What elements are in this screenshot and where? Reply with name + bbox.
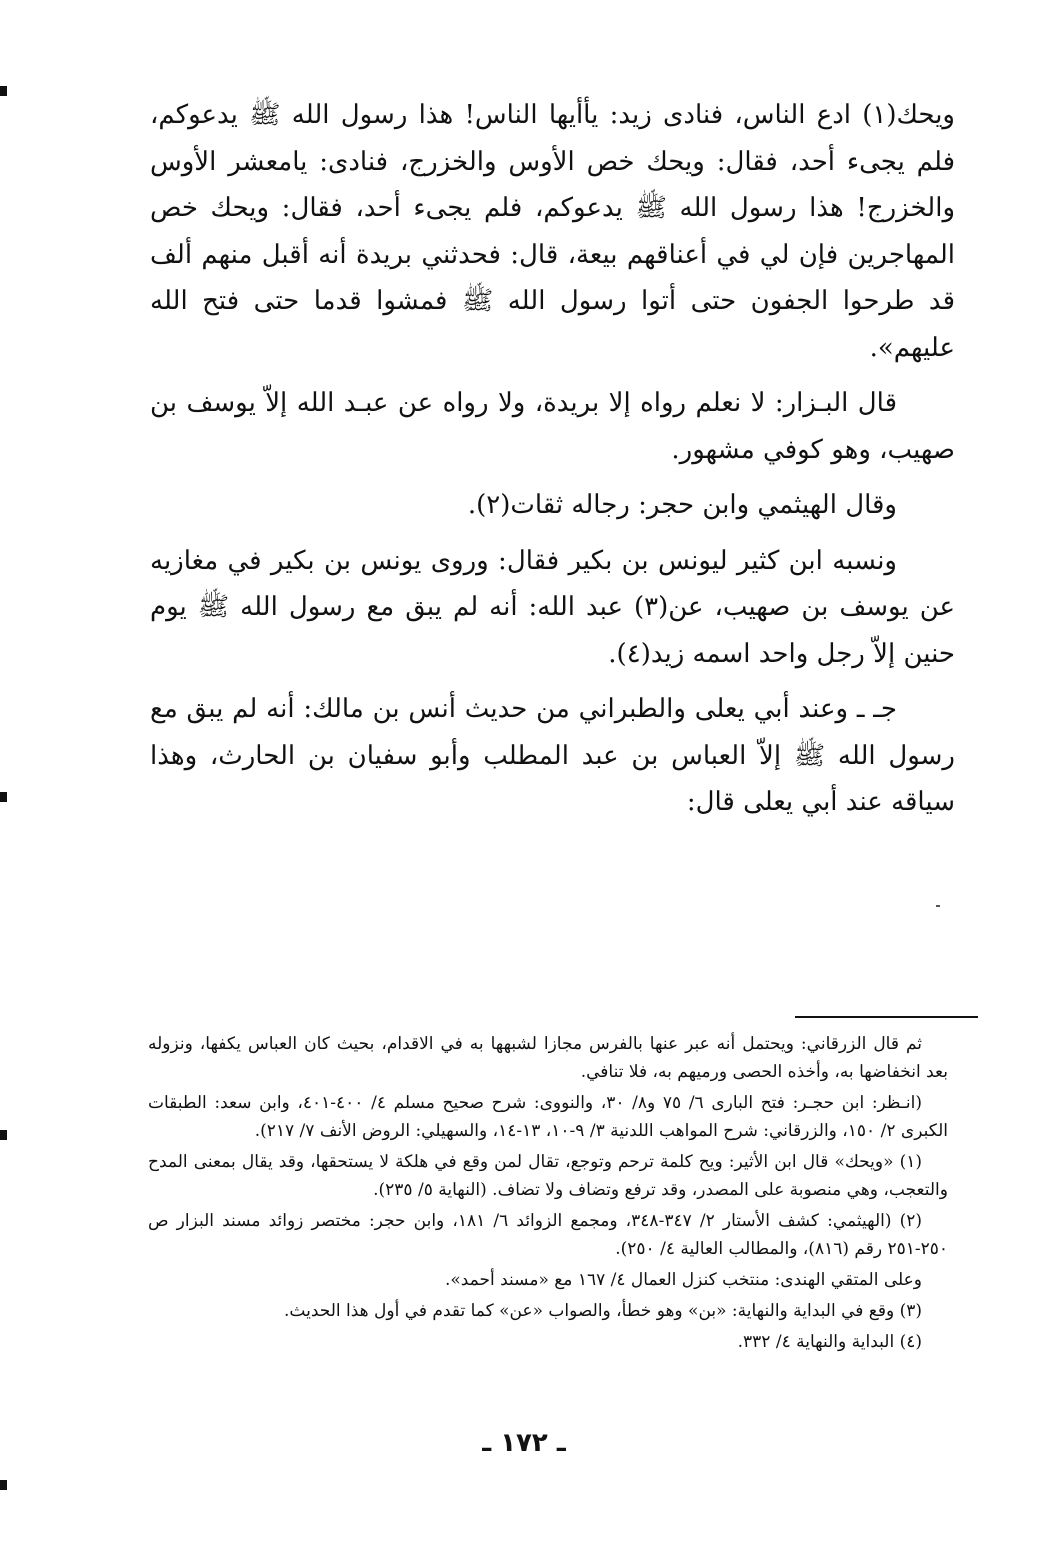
paragraph: قال البـزار: لا نعلم رواه إلا بريدة، ولا رواه عن عبـد الله إلاّ يوسف بن صهيب، وهو كوفي مشهور.: [150, 388, 955, 465]
footnote: (٢) (الهيثمي: كشف الأستار ٢/ ٣٤٧-٣٤٨، ومجمع الزوائد ٦/ ١٨١، وابن حجر: مختصر زوائد مسند البزار ص ٢٥٠-٢٥١ رقم (٨١٦)، والمطالب العالية ٤/ ٢٥٠).: [148, 1211, 948, 1259]
paragraph: ويحك(١) ادع الناس، فنادى زيد: يأأيها الناس! هذا رسول الله ﷺ يدعوكم، فلم يجىء أحد، فقال: ويحك خص الأوس والخزرج، فنادى: يامعشر الأوس والخزرج! هذا رسول الله ﷺ يدعوكم، فلم يجىء أحد، فقال: ويحك خص المهاجرين فإن لي في أعناقهم بيعة، قال: فحدثني بريدة أنه أقبل منهم ألف قد طرحوا الجفون حتى أتوا رسول الله ﷺ فمشوا قدما حتى فتح الله عليهم».: [150, 100, 955, 363]
scan-margin-mark: [0, 1480, 7, 1490]
scan-margin-mark: [0, 792, 7, 802]
footnote: (٣) وقع في البداية والنهاية: «بن» وهو خطأ، والصواب «عن» كما تقدم في أول هذا الحديث.: [283, 1301, 922, 1321]
footnote-separator: [795, 1016, 978, 1018]
footnote: (١) «ويحك» قال ابن الأثير: ويح كلمة ترحم وتوجع، تقال لمن وقع في هلكة لا يستحقها، وقد يقال بمعنى المدح والتعجب، وهي منصوبة على المصدر، وقد ترفع وتضاف ولا تضاف. (النهاية ٥/ ٢٣٥).: [148, 1152, 948, 1200]
page-number: ـ ١٧٢ ـ: [482, 1428, 566, 1458]
paragraph: وقال الهيثمي وابن حجر: رجاله ثقات(٢).: [467, 490, 897, 520]
footnote: (انـظر: ابن حجـر: فتح البارى ٦/ ٧٥ و٨/ ٣٠، والنووى: شرح صحيح مسلم ٤/ ٤٠٠-٤٠١، وابن سعد: الطبقات الكبرى ٢/ ١٥٠، والزرقاني: شرح المواهب اللدنية ٣/ ٩-١٠، ١٣-١٤، والسهيلي: الروض الأنف ٧/ ٢١٧).: [148, 1093, 948, 1141]
footnote: وعلى المتقي الهندى: منتخب كنزل العمال ٤/ ١٦٧ مع «مسند أحمد».: [444, 1270, 922, 1290]
footnote: ثم قال الزرقاني: ويحتمل أنه عبر عنها بالفرس مجازا لشبهها به في الاقدام، بحيث كان العباس يكفها، ونزوله بعد انخفاضها به، وأخذه الحصى ورميهم به، فلا تنافي.: [148, 1034, 948, 1082]
scan-margin-mark: [0, 86, 7, 96]
footnote: (٤) البداية والنهاية ٤/ ٣٣٢.: [737, 1332, 922, 1352]
footnotes: [148, 1030, 948, 1359]
paragraph: ونسبه ابن كثير ليونس بن بكير فقال: وروى يونس بن بكير في مغازيه عن يوسف بن صهيب، عن(٣) عبد الله: أنه لم يبق مع رسول الله ﷺ يوم حنين إلاّ رجل واحد اسمه زيد(٤).: [150, 545, 956, 669]
main-text: [150, 92, 955, 835]
scan-speck: [936, 905, 940, 907]
scan-margin-mark: [0, 1130, 7, 1140]
paragraph: جـ ـ وعند أبي يعلى والطبراني من حديث أنس بن مالك: أنه لم يبق مع رسول الله ﷺ إلاّ العباس بن عبد المطلب وأبو سفيان بن الحارث، وهذا سياقه عند أبي يعلى قال:: [150, 694, 955, 817]
